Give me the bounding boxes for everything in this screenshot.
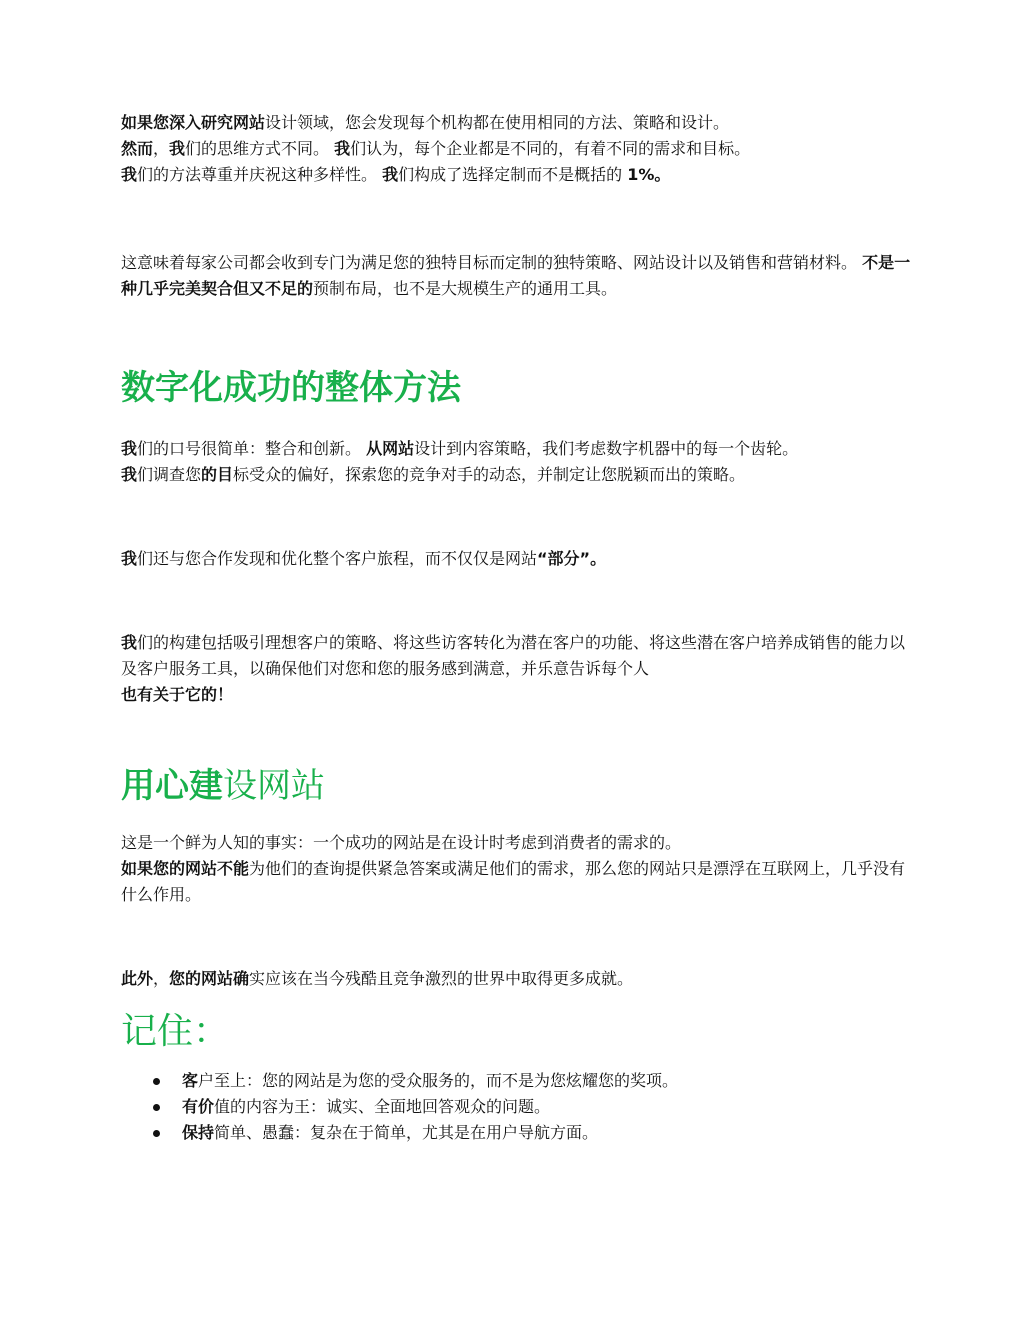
heading-bold-part: 用心建: [121, 766, 223, 806]
build-paragraph: [121, 630, 911, 708]
text: 设计领域，您会发现每个机构都在使用相同的方法、策略和设计。: [265, 113, 730, 132]
text: 标受众的偏好，探索您的竞争对手的动态，并制定让您脱颖而出的策略。: [233, 465, 746, 484]
bold-text: 然而: [121, 139, 154, 158]
bold-text: 也有关于它的！: [121, 685, 234, 704]
text: 们的方法尊重并庆祝这种多样性。: [137, 165, 378, 184]
text: 设计到内容策略，我们考虑数字机器中的每一个齿轮。: [414, 439, 799, 458]
bold-text: 我: [169, 139, 186, 158]
fact-paragraph: [121, 830, 911, 908]
customer-journey-paragraph: [121, 546, 911, 572]
text: 简单、愚蠢：复杂在于简单，尤其是在用户导航方面。: [214, 1123, 599, 1142]
text: 们的构建包括吸引理想客户的策略、将这些访客转化为潜在客户的功能、将这些潜在客户培养成销售的能力以及客户服务工具，以确保他们对您和您的服务感到满意，并乐意告诉每个人: [121, 633, 906, 678]
approach-paragraph: [121, 436, 911, 488]
list-item: [182, 1068, 911, 1094]
list-item: [182, 1094, 911, 1120]
remember-list: [121, 1068, 911, 1146]
text: 值的内容为王：诚实、全面地回答观众的问题。: [214, 1097, 551, 1116]
bold-text: 1%。: [627, 165, 671, 184]
heading-holistic-approach: 数字化成功的整体方法: [121, 368, 461, 408]
bold-text: 有价: [182, 1097, 215, 1116]
text: 这意味着每家公司都会收到专门为满足您的独特目标而定制的独特策略、网站设计以及销售和营销材料。: [121, 253, 858, 272]
text: 们的口号很简单：整合和创新。: [137, 439, 362, 458]
text: 们构成了选择定制而不是概括的: [398, 165, 623, 184]
text: 们调查您: [137, 465, 202, 484]
intro-paragraph: [121, 110, 911, 188]
text: ，: [153, 969, 170, 988]
heading-remember: 记住：: [121, 1011, 230, 1052]
heading-light-part: 设网站: [223, 766, 325, 806]
text: 户至上：您的网站是为您的受众服务的，而不是为您炫耀您的奖项。: [198, 1071, 679, 1090]
bold-text: 保持: [182, 1123, 215, 1142]
bold-text: 我: [334, 139, 351, 158]
text: 们还与您合作发现和优化整个客户旅程，而不仅仅是网站: [137, 549, 538, 568]
custom-strategy-paragraph: [121, 250, 911, 302]
text: 为他们的查询提供紧急答案或满足他们的需求，那么您的网站只是漂浮在互联网上，几乎没有什么作用。: [121, 859, 906, 904]
bold-text: 我: [382, 165, 399, 184]
bold-text: 我: [121, 633, 138, 652]
bold-text: 如果您的网站不能: [121, 859, 250, 878]
text: ，: [153, 139, 170, 158]
bold-text: 从网站: [366, 439, 415, 458]
text: 这是一个鲜为人知的事实：一个成功的网站是在设计时考虑到消费者的需求的。: [121, 833, 682, 852]
text: 们的思维方式不同。: [185, 139, 330, 158]
bold-text: 我: [121, 165, 138, 184]
bold-text: 如果您深入研究网站: [121, 113, 266, 132]
bold-text: “部分”。: [537, 549, 607, 568]
bold-text: 我: [121, 549, 138, 568]
text: 实应该在当今残酷且竞争激烈的世界中取得更多成就。: [249, 969, 634, 988]
text: 预制布局，也不是大规模生产的通用工具。: [313, 279, 618, 298]
text: 们认为，每个企业都是不同的，有着不同的需求和目标。: [350, 139, 751, 158]
bold-text: 的目: [201, 465, 234, 484]
success-paragraph: [121, 966, 911, 992]
heading-build-website: [121, 764, 911, 808]
document-body: [121, 110, 911, 1146]
bold-text: 此外: [121, 969, 154, 988]
bold-text: 我: [121, 465, 138, 484]
bold-text: 不是一种几乎完美契合但又不足的: [121, 253, 911, 298]
bold-text: 客: [182, 1071, 199, 1090]
bold-text: 我: [121, 439, 138, 458]
bold-text: 您的网站确: [169, 969, 250, 988]
list-item: [182, 1120, 911, 1146]
